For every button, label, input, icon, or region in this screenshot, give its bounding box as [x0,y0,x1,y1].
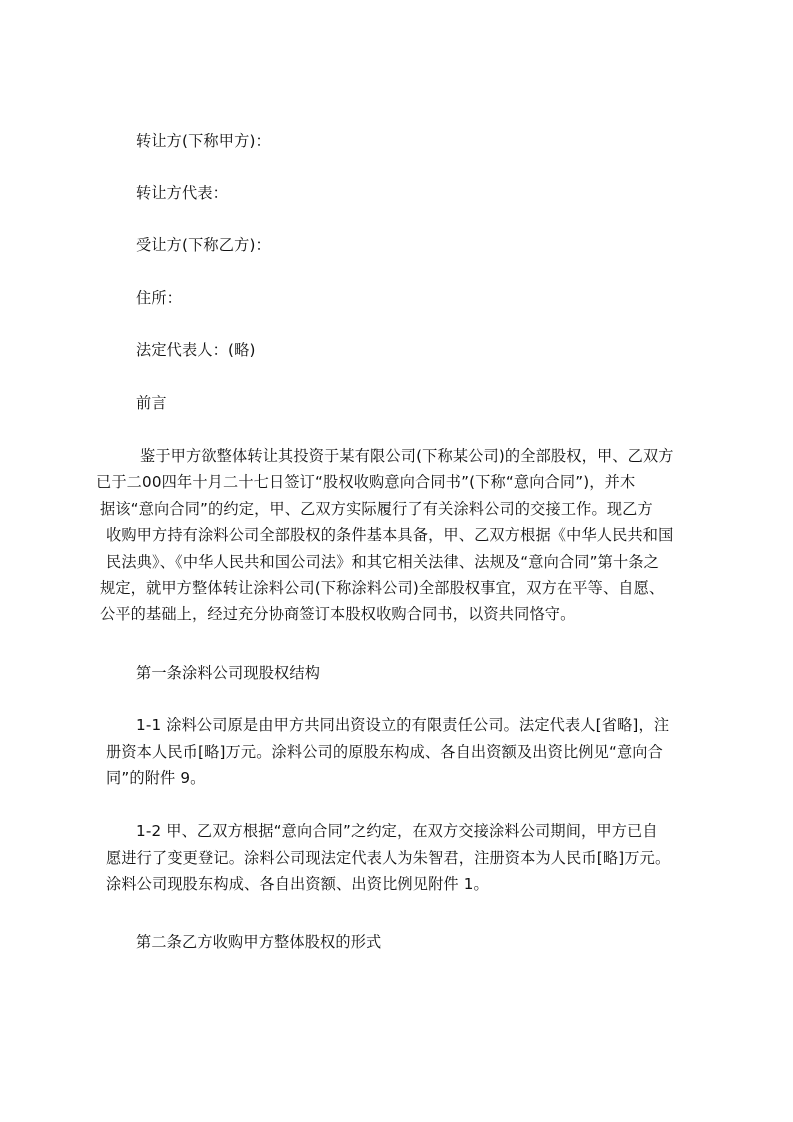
address-field: 住所： [136,289,183,307]
preface-line-6: 规定，就甲方整体转让涂料公司(下称涂料公司)全部股权事宜，双方在平等、自愿、 [100,579,665,597]
article-1-clause-1-line-3: 同”的附件 9。 [106,769,206,787]
transferor-representative-field: 转让方代表： [136,184,229,202]
preface-line-3: 据该“意向合同”的约定，甲、乙双方实际履行了有关涂料公司的交接工作。现乙方 [100,500,653,518]
preface-line-4: 收购甲方持有涂料公司全部股权的条件基本具备，甲、乙双方根据《中华人民共和国 [106,526,674,544]
preface-line-5: 民法典》、《中华人民共和国公司法》和其它相关法律、法规及“意向合同”第十条之 [106,553,659,571]
legal-representative-field: 法定代表人：(略) [136,341,256,359]
article-1-clause-1-line-2: 册资本人民币[略]万元。涂料公司的原股东构成、各自出资额及出资比例见“意向合 [106,743,663,761]
preface-line-1: 鉴于甲方欲整体转让其投资于某有限公司(下称某公司)的全部股权，甲、乙双方 [140,447,674,465]
article-1-clause-2-line-1: 1-2 甲、乙双方根据“意向合同”之约定，在双方交接涂料公司期间，甲方已自 [136,822,658,840]
preface-line-2: 已于二00四年十月二十七日签订“股权收购意向合同书”(下称“意向合同”)，并木 [96,473,636,491]
preface-line-7: 公平的基础上，经过充分协商签订本股权收购合同书，以资共同恪守。 [100,605,576,623]
transferor-field: 转让方(下称甲方)： [136,132,271,150]
article-1-heading: 第一条涂料公司现股权结构 [136,664,321,682]
transferee-field: 受让方(下称乙方)： [136,236,271,254]
article-1-clause-2-line-3: 涂料公司现股东构成、各自出资额、出资比例见附件 1。 [106,875,489,893]
article-1-clause-1-line-1: 1-1 涂料公司原是由甲方共同出资设立的有限责任公司。法定代表人[省略]，注 [136,716,670,734]
article-2-heading: 第二条乙方收购甲方整体股权的形式 [136,933,382,951]
article-1-clause-2-line-2: 愿进行了变更登记。涂料公司现法定代表人为朱智君，注册资本为人民币[略]万元。 [106,849,671,867]
preface-heading: 前言 [136,394,167,412]
